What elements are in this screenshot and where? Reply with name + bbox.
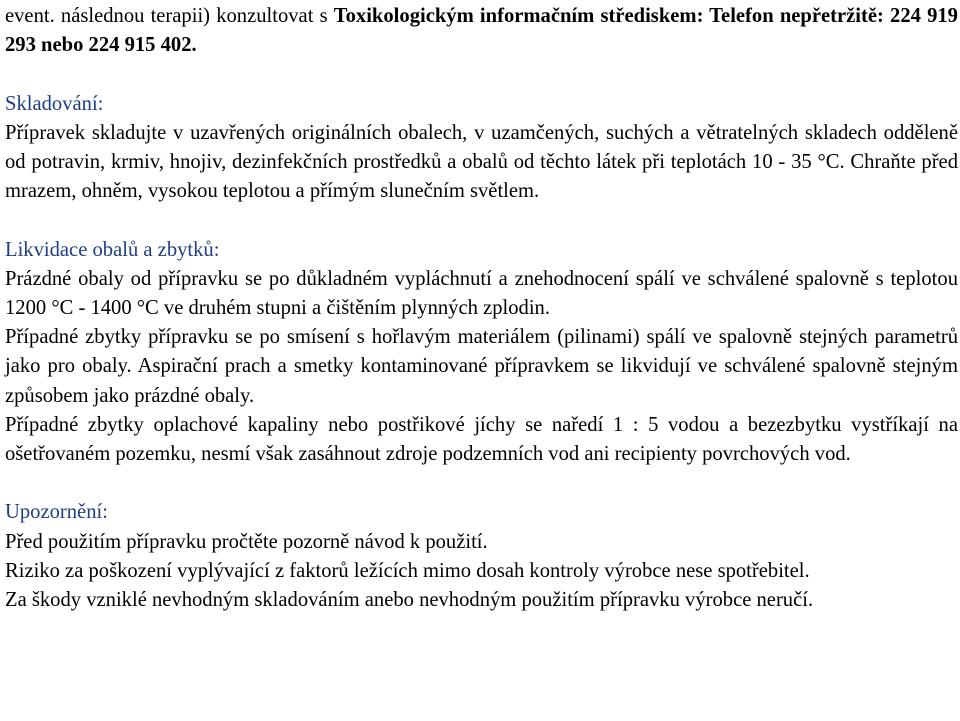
disposal-section (5, 236, 958, 470)
storage-section (5, 90, 958, 207)
toxicology-center-contact: Toxikologickým informačním střediskem: Telefon nepřetržitě: 224 919 293 nebo 224 915 402. (5, 5, 958, 57)
warning-paragraph: Riziko za poškození vyplývající z faktorů ležících mimo dosah kontroly výrobce nese spotřebitel. (5, 559, 810, 582)
document-page (5, 2, 958, 615)
intro-text: event. následnou terapii) konzultovat s (5, 5, 334, 27)
storage-paragraph: Přípravek skladujte v uzavřených originálních obalech, v uzamčených, suchých a větratelných skladech odděleně od potravin, krmiv, hnojiv, dezinfekčních prostředků a obalů od těchto látek při teplotách 10 - 35 °C. Chraňte před mrazem, ohněm, vysokou teplotou a přímým slunečním světlem. (5, 121, 958, 203)
disposal-heading: Likvidace obalů a zbytků: (5, 238, 220, 261)
spacer (5, 206, 958, 235)
warning-section (5, 498, 958, 615)
intro-section (5, 2, 958, 60)
disposal-paragraph: Případné zbytky oplachové kapaliny nebo postřikové jíchy se naředí 1 : 5 vodou a bezezbytku vystříkají na ošetřovaném pozemku, nesmí však zasáhnout zdroje podzemních vod ani recipienty povrchových vod. (5, 413, 958, 466)
spacer (5, 60, 958, 89)
disposal-paragraph: Případné zbytky přípravku se po smísení s hořlavým materiálem (pilinami) spálí ve spalovně stejných parametrů jako pro obaly. Aspirační prach a smetky kontaminované přípravkem se likvidují ve schválené spalovně stejným způsobem jako prázdné obaly. (5, 326, 958, 407)
warning-paragraph: Za škody vzniklé nevhodným skladováním anebo nevhodným použitím přípravku výrobce neručí. (5, 589, 814, 612)
warning-paragraph: Před použitím přípravku pročtěte pozorně návod k použití. (5, 530, 488, 553)
warning-heading: Upozornění: (5, 501, 108, 524)
disposal-paragraph: Prázdné obaly od přípravku se po důkladném vypláchnutí a znehodnocení spálí ve schválené spalovně s teplotou 1200 °C - 1400 °C ve druhém stupni a čištěním plynných zplodin. (5, 267, 958, 319)
intro-paragraph (5, 2, 958, 60)
spacer (5, 469, 958, 498)
storage-heading: Skladování: (5, 92, 104, 115)
